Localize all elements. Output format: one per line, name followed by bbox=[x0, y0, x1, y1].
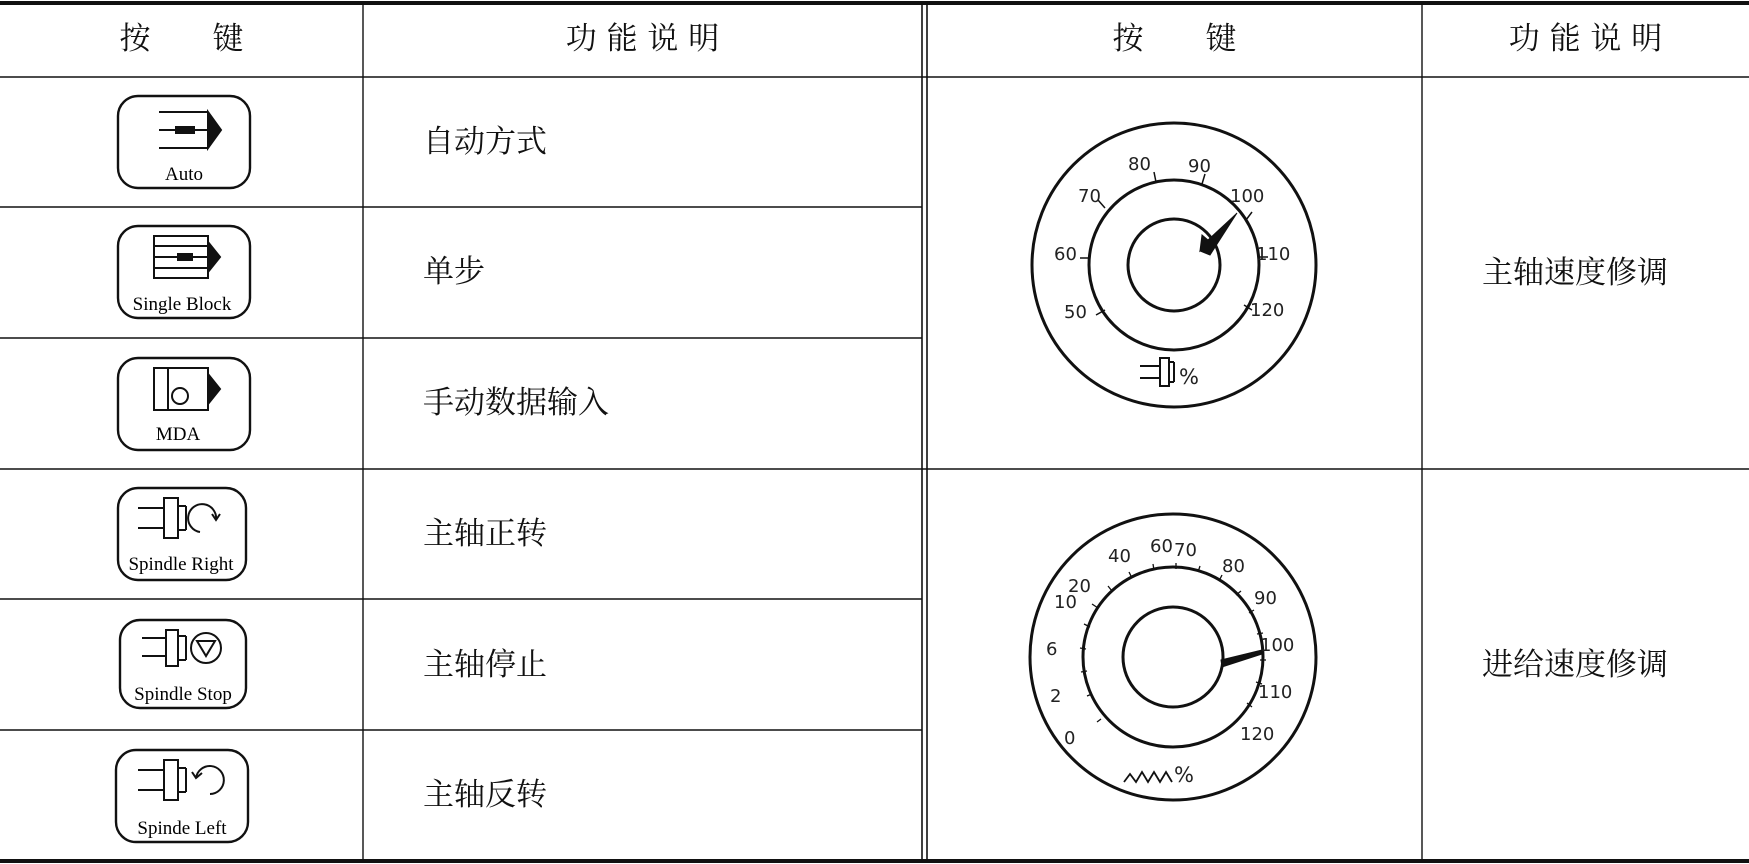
dial-label: 70 bbox=[1078, 186, 1101, 207]
dial-label: 100 bbox=[1260, 635, 1295, 656]
spindle-unit-label: % bbox=[1179, 365, 1199, 389]
dial-label: 10 bbox=[1054, 592, 1077, 613]
feed-unit-icon bbox=[1124, 772, 1172, 782]
dial-label: 2 bbox=[1050, 686, 1062, 707]
description-spindle-override: 主轴速度修调 bbox=[1482, 255, 1668, 291]
key-label-spindle-right: Spindle Right bbox=[128, 554, 234, 575]
spindle-override-dial[interactable] bbox=[1024, 120, 1324, 410]
feed-unit-label: % bbox=[1174, 763, 1194, 787]
header-key-right: 按 键 bbox=[1112, 21, 1237, 57]
key-label-auto: Auto bbox=[165, 164, 203, 185]
dial-label: 90 bbox=[1254, 588, 1277, 609]
description-spindle-left: 主轴反转 bbox=[423, 777, 547, 813]
feed-override-dial-icon bbox=[1030, 514, 1316, 800]
dial-label: 80 bbox=[1222, 556, 1245, 577]
dial-label: 60 bbox=[1054, 244, 1077, 265]
dial-label: 6 bbox=[1046, 639, 1058, 660]
description-spindle-stop: 主轴停止 bbox=[423, 647, 547, 683]
spindle-stop-key[interactable] bbox=[118, 618, 250, 710]
dial-label: 90 bbox=[1188, 156, 1211, 177]
dial-label: 120 bbox=[1250, 300, 1285, 321]
feed-override-dial[interactable] bbox=[1022, 512, 1322, 802]
single-block-key[interactable] bbox=[116, 224, 252, 320]
spindle-left-key[interactable] bbox=[114, 748, 250, 844]
description-feed-override: 进给速度修调 bbox=[1482, 647, 1668, 683]
description-mda: 手动数据输入 bbox=[423, 385, 609, 421]
spindle-unit-icon bbox=[1140, 358, 1174, 386]
spindle-right-key[interactable] bbox=[116, 486, 252, 582]
dial-label: 20 bbox=[1068, 576, 1091, 597]
dial-label: 50 bbox=[1064, 302, 1087, 323]
dial-label: 80 bbox=[1128, 154, 1151, 175]
key-label-single-block: Single Block bbox=[132, 294, 232, 315]
auto-key[interactable] bbox=[116, 94, 252, 190]
dial-label: 40 bbox=[1108, 546, 1131, 567]
dial-label: 70 bbox=[1174, 540, 1197, 561]
description-auto: 自动方式 bbox=[423, 124, 547, 160]
mda-key[interactable] bbox=[116, 356, 252, 452]
header-function-left: 功 能 说 明 bbox=[565, 21, 720, 57]
key-label-mda: MDA bbox=[155, 424, 201, 445]
description-spindle-right: 主轴正转 bbox=[423, 516, 547, 552]
description-single-block: 单步 bbox=[423, 254, 485, 290]
dial-label: 110 bbox=[1258, 682, 1293, 703]
dial-label: 120 bbox=[1240, 724, 1275, 745]
key-label-spindle-stop: Spindle Stop bbox=[134, 684, 232, 705]
dial-label: 110 bbox=[1256, 244, 1291, 265]
dial-label: 0 bbox=[1064, 728, 1076, 749]
dial-label: 100 bbox=[1230, 186, 1265, 207]
key-label-spindle-left: Spinde Left bbox=[137, 818, 227, 839]
header-key-left: 按 键 bbox=[119, 21, 244, 57]
dial-label: 60 bbox=[1150, 536, 1173, 557]
header-function-right: 功 能 说 明 bbox=[1508, 21, 1663, 57]
